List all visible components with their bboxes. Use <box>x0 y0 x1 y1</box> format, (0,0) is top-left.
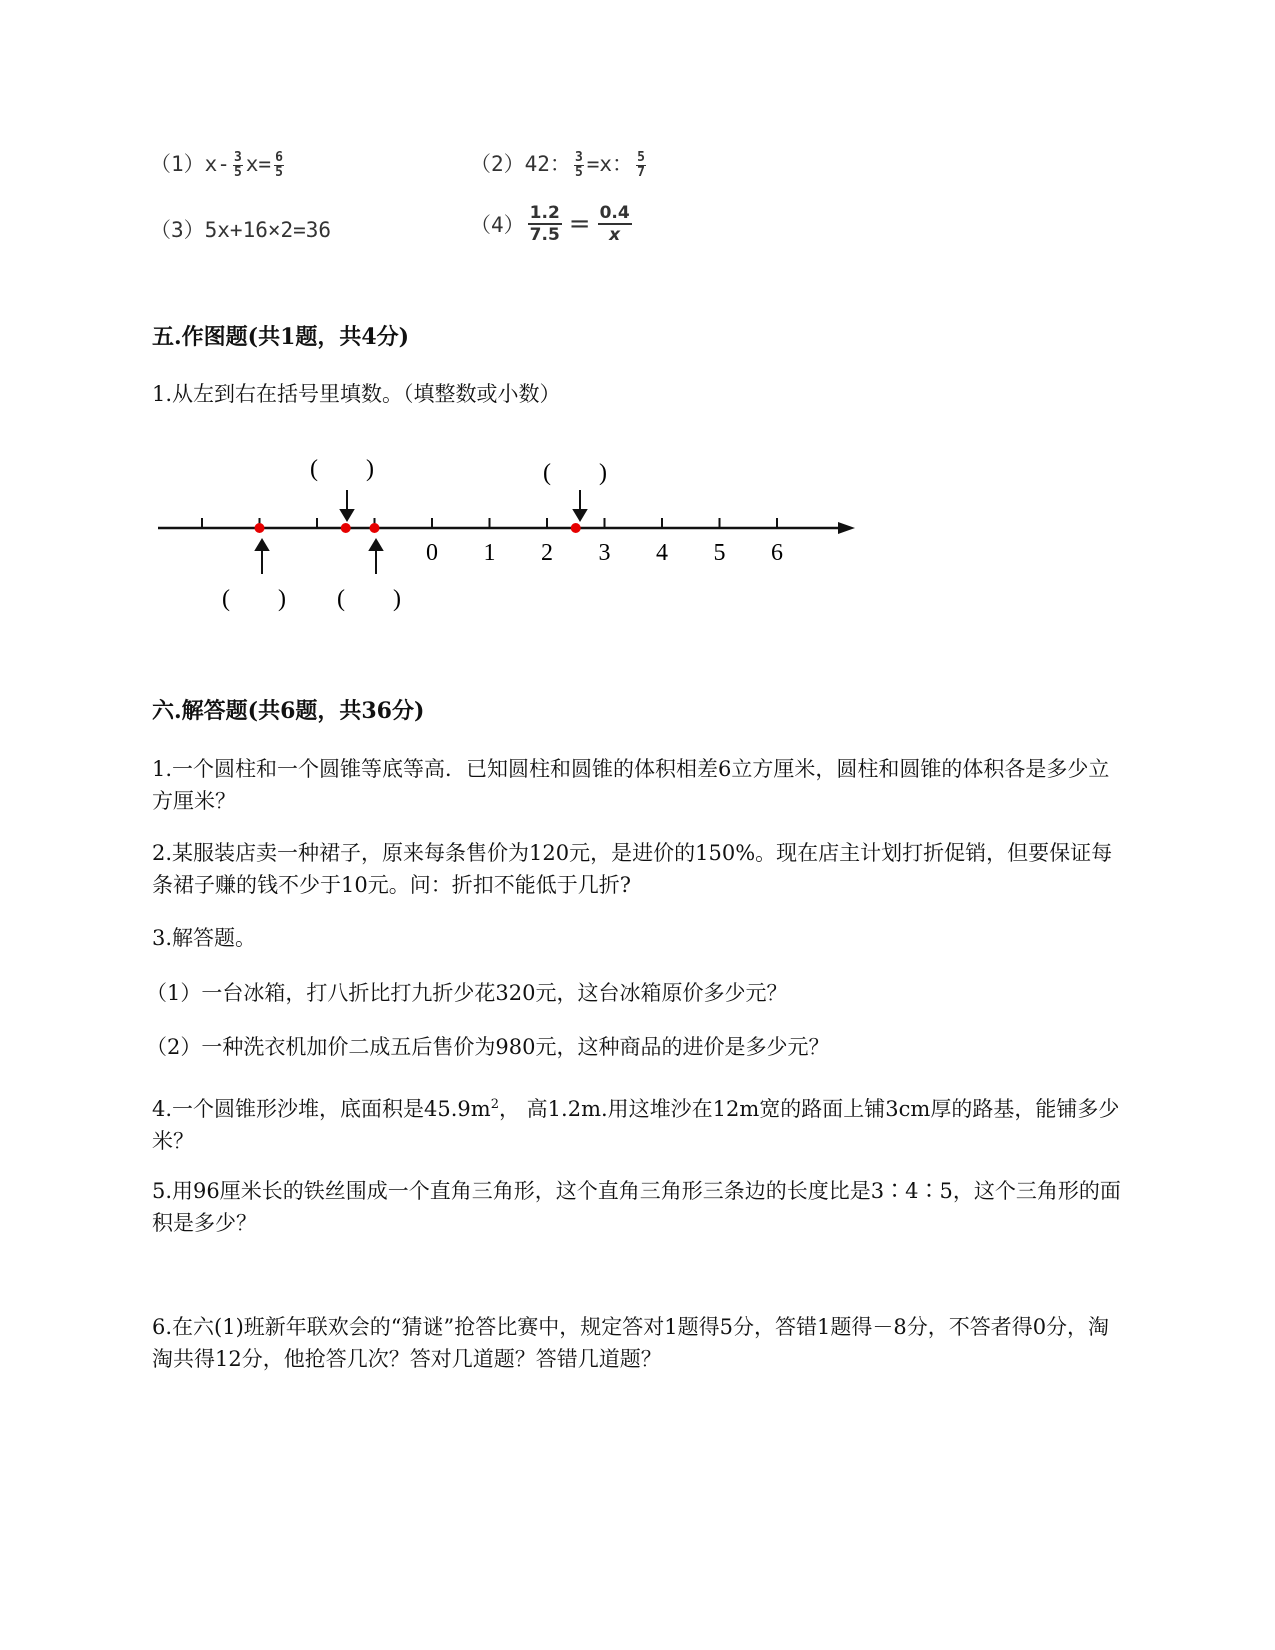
tick-label: 4 <box>656 540 668 566</box>
tick-label: 2 <box>541 540 553 566</box>
equation-2-mid: =x： <box>586 152 634 176</box>
numerator: 1.2 <box>529 203 560 223</box>
tick-label: 6 <box>771 540 783 566</box>
denominator: 5 <box>233 164 242 180</box>
number-line-figure <box>0 440 900 630</box>
equation-1-label: （1）x- <box>150 152 230 176</box>
tick-label: 1 <box>483 540 496 566</box>
marked-point <box>571 523 581 533</box>
fraction <box>233 151 243 180</box>
tick-label: 0 <box>426 540 438 566</box>
tick-label: 5 <box>713 540 726 566</box>
answer-blank[interactable]: ( ) <box>543 460 607 486</box>
equation-2 <box>470 148 649 180</box>
answer-blank[interactable]: ( ) <box>222 586 286 612</box>
arrow-right-icon <box>838 522 855 534</box>
section-6-question-5: 5.用96厘米长的铁丝围成一个直角三角形，这个直角三角形三条边的长度比是3∶4∶5，这个三角形的面积是多少？ <box>152 1179 1121 1235</box>
section-6-title: 六.解答题(共6题，共36分) <box>152 698 425 724</box>
marked-point <box>370 523 380 533</box>
fraction <box>274 151 284 180</box>
numerator: 5 <box>637 149 645 165</box>
tick-label: 3 <box>598 540 611 566</box>
denominator: 7 <box>637 164 645 180</box>
equals-sign: = <box>568 209 591 239</box>
fraction <box>598 203 632 245</box>
marked-point <box>341 523 351 533</box>
fraction <box>636 151 646 180</box>
equation-1 <box>150 148 287 180</box>
section-5-question-1: 1.从左到右在括号里填数。（填整数或小数） <box>152 382 561 406</box>
superscript: 2 <box>490 1097 499 1112</box>
marked-point <box>255 523 265 533</box>
numerator: 3 <box>574 149 583 165</box>
numerator: 0.4 <box>599 203 630 223</box>
section-6-question-2: 2.某服装店卖一种裙子，原来每条售价为120元，是进价的150%。现在店主计划打折促销，但要保证每条裙子赚的钱不少于10元。问：折扣不能低于几折? <box>152 841 1113 897</box>
section-6-question-4 <box>152 1089 1127 1157</box>
denominator: 5 <box>275 164 283 180</box>
section-6-question-1: 1.一个圆柱和一个圆锥等底等高．已知圆柱和圆锥的体积相差6立方厘米，圆柱和圆锥的体积各是多少立方厘米？ <box>152 757 1110 813</box>
equation-4-label: （4） <box>470 213 525 237</box>
answer-blank[interactable]: ( ) <box>337 586 401 612</box>
arrow-down-head <box>341 510 353 520</box>
numerator: 6 <box>275 149 283 165</box>
equation-2-label: （2）42： <box>470 152 571 176</box>
denominator: x <box>609 225 621 245</box>
section-6-question-3-part-2: （2）一种洗衣机加价二成五后售价为980元，这种商品的进价是多少元？ <box>146 1035 830 1059</box>
equation-4 <box>470 203 635 245</box>
arrow-down-head <box>574 510 586 520</box>
fraction <box>528 203 562 245</box>
numerator: 3 <box>233 149 242 165</box>
denominator: 5 <box>574 164 583 180</box>
section-5-title: 五.作图题(共1题，共4分) <box>152 324 410 350</box>
arrow-up-head <box>256 540 268 550</box>
denominator: 7.5 <box>529 225 560 245</box>
answer-blank[interactable]: ( ) <box>310 456 374 482</box>
question-4-text-a: 4.一个圆锥形沙堆，底面积是45.9m <box>152 1097 491 1121</box>
question-4-text-b: ， 高1.2m.用这堆沙在12m宽的路面上铺3cm厚的路基，能铺多少米？ <box>152 1097 1120 1153</box>
equation-1-mid: x= <box>245 152 272 176</box>
section-6-question-3: 3.解答题。 <box>152 926 257 950</box>
arrow-up-head <box>370 540 382 550</box>
section-6-question-3-part-1: （1）一台冰箱，打八折比打九折少花320元，这台冰箱原价多少元？ <box>146 981 788 1005</box>
section-6-question-6: 6.在六(1)班新年联欢会的“猜谜”抢答比赛中，规定答对1题得5分，答错1题得－8分，不答者得0分，淘淘共得12分，他抢答几次？答对几道题？答错几道题？ <box>152 1315 1110 1371</box>
fraction <box>574 151 584 180</box>
equation-3: （3）5x+16×2=36 <box>150 218 332 242</box>
